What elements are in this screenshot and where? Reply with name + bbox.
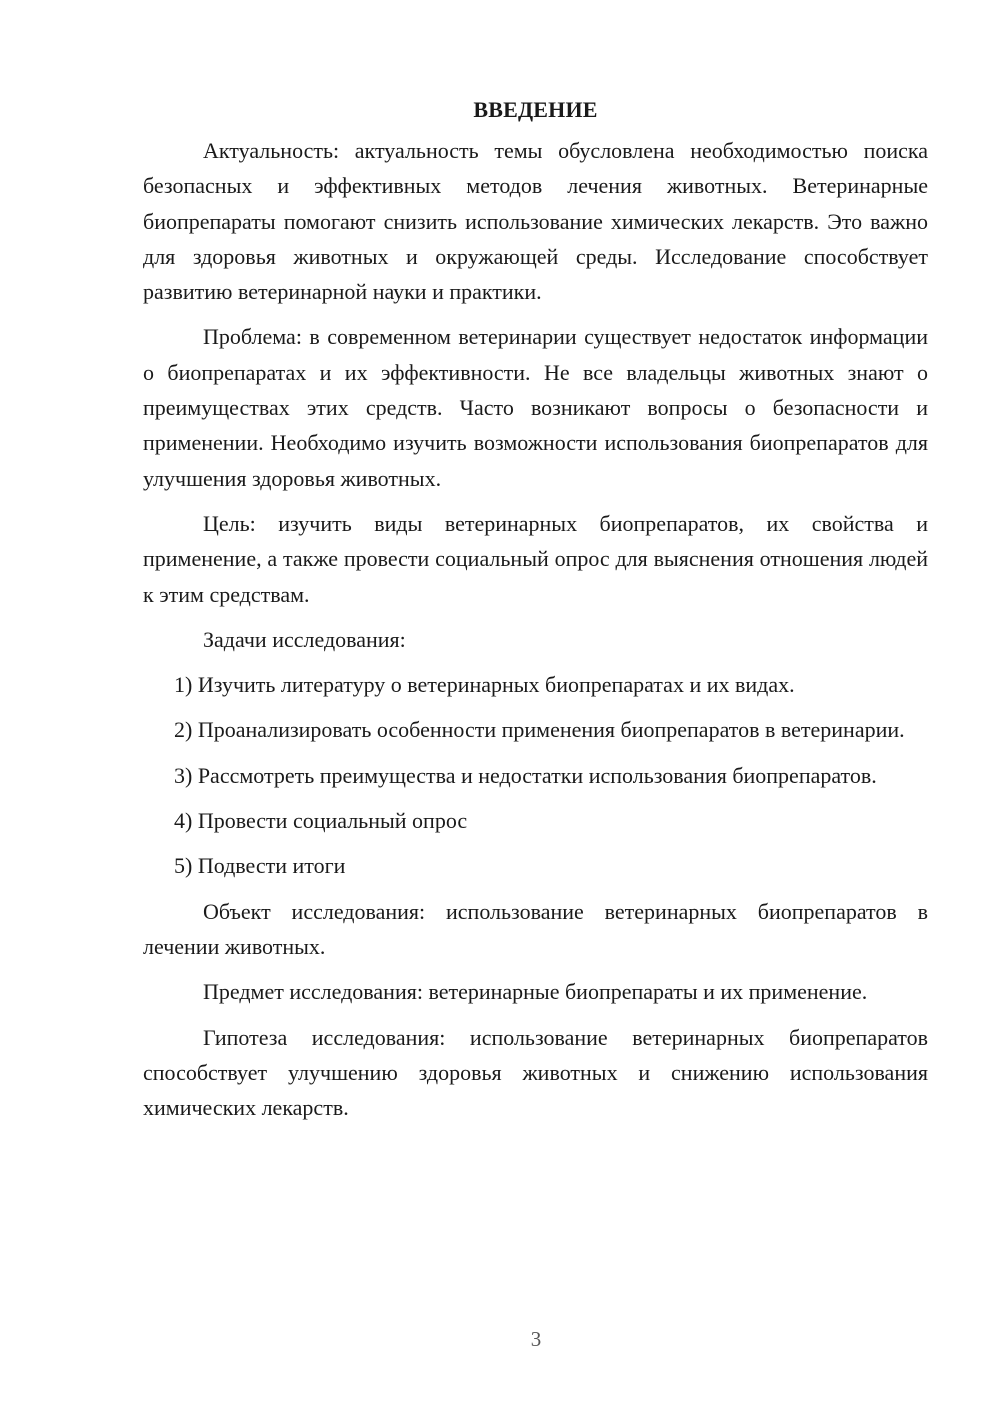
paragraph-subject: Предмет исследования: ветеринарные биопрепараты и их применение.: [203, 979, 868, 1005]
page-content: [143, 92, 928, 1135]
paragraph-goal: Цель: изучить виды ветеринарных биопрепаратов, их свойства и применение, а также провести социальный опрос для выяснения отношения людей к этим средствам.: [143, 510, 928, 607]
task-item-1: 1) Изучить литературу о ветеринарных биопрепаратах и их видах.: [174, 672, 795, 698]
page-title: ВВЕДЕНИЕ: [473, 97, 598, 122]
task-item-5: 5) Подвести итоги: [174, 853, 346, 879]
task-item-3: 3) Рассмотреть преимущества и недостатки использования биопрепаратов.: [174, 762, 877, 788]
paragraph-relevance: Актуальность: актуальность темы обусловлена необходимостью поиска безопасных и эффективных методов лечения животных. Ветеринарные биопрепараты помогают снизить использование химических лекарств. Это важно для здоровья животных и окружающей среды. Исследование способствует развитию ветеринарной науки и практики.: [143, 138, 928, 305]
paragraph-tasks-heading: Задачи исследования:: [203, 626, 406, 652]
page-number: 3: [530, 1327, 542, 1351]
paragraph-problem: Проблема: в современном ветеринарии существует недостаток информации о биопрепаратах и их эффективности. Не все владельцы животных знают о преимуществах этих средств. Часто возникают вопросы о безопасности и применении. Необходимо изучить возможности использования биопрепаратов для улучшения здоровья животных.: [143, 324, 928, 491]
paragraph-object: Объект исследования: использование ветеринарных биопрепаратов в лечении животных.: [143, 898, 928, 959]
paragraph-hypothesis: Гипотеза исследования: использование ветеринарных биопрепаратов способствует улучшению здоровья животных и снижению использования химических лекарств.: [143, 1024, 928, 1121]
task-item-4: 4) Провести социальный опрос: [174, 808, 468, 834]
task-item-2: 2) Проанализировать особенности применения биопрепаратов в ветеринарии.: [174, 717, 905, 743]
